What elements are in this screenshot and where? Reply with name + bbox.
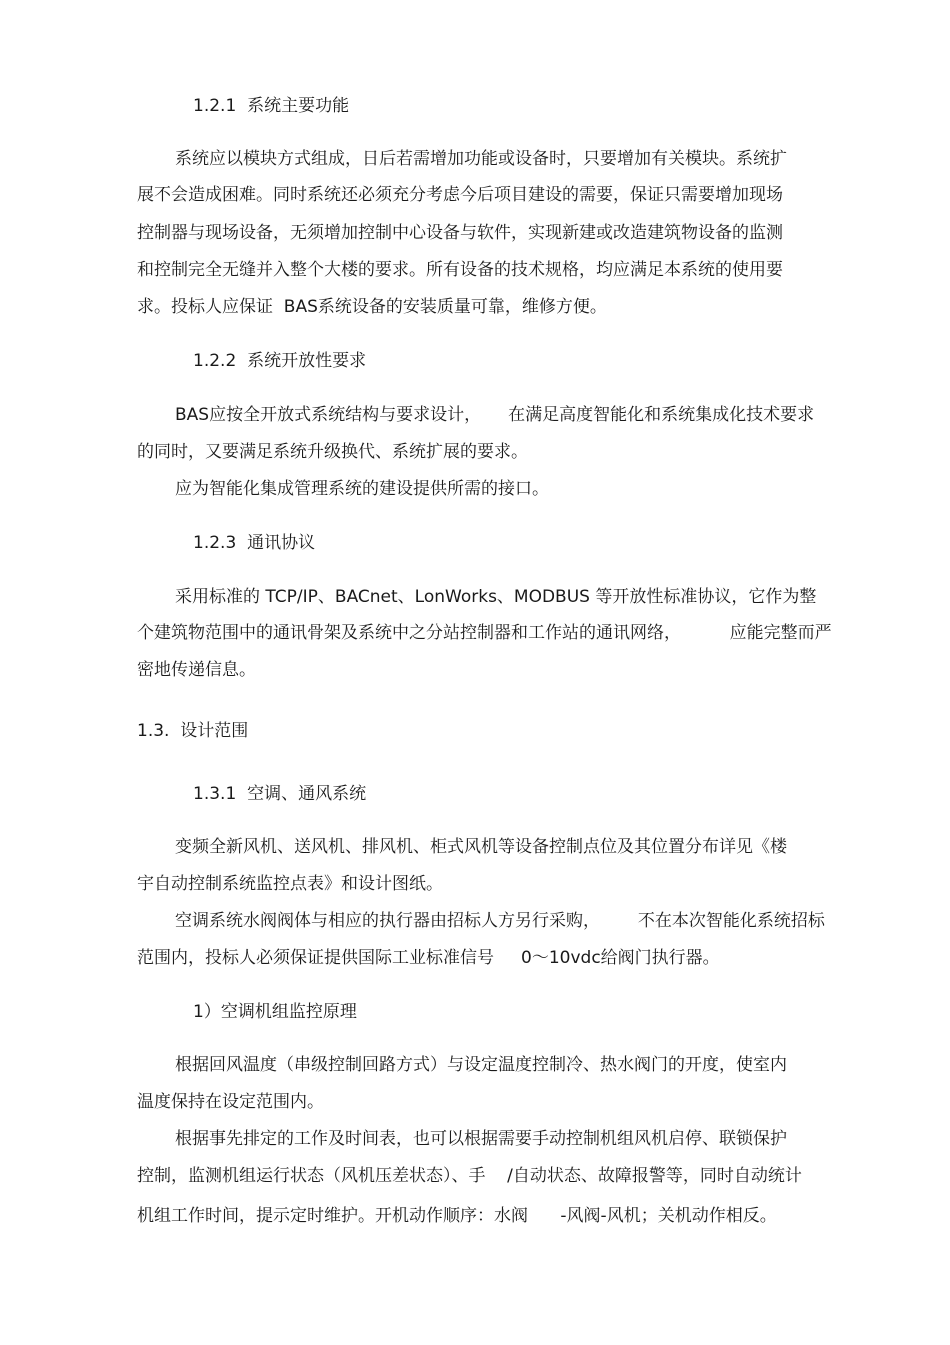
paragraph-line: 根据回风温度（串级控制回路方式）与设定温度控制冷、热水阀门的开度，使室内: [175, 1055, 787, 1075]
heading-aircon-unit-monitoring: 1）空调机组监控原理: [193, 1002, 357, 1022]
paragraph-line: 采用标准的 TCP/IP、BACnet、LonWorks、MODBUS 等开放性标准协议，它作为整: [175, 587, 817, 607]
paragraph-line: 展不会造成困难。同时系统还必须充分考虑今后项目建设的需要，保证只需要增加现场: [137, 185, 783, 205]
paragraph-line: 系统应以模块方式组成，日后若需增加功能或设备时，只要增加有关模块。系统扩: [175, 149, 787, 169]
paragraph-line: 机组工作时间，提示定时维护。开机动作顺序：水阀 -风阀-风机；关机动作相反。: [137, 1206, 777, 1226]
paragraph-line: 控制，监测机组运行状态（风机压差状态）、手 /自动状态、故障报警等，同时自动统计: [137, 1166, 802, 1186]
paragraph-line: 宇自动控制系统监控点表》和设计图纸。: [137, 874, 443, 894]
paragraph-line: 求。投标人应保证 BAS系统设备的安装质量可靠，维修方便。: [137, 297, 607, 317]
heading-1-2-3: 1.2.3 通讯协议: [193, 533, 316, 553]
paragraph-line: 和控制完全无缝并入整个大楼的要求。所有设备的技术规格，均应满足本系统的使用要: [137, 260, 783, 280]
heading-1-2-1: 1.2.1 系统主要功能: [193, 96, 350, 116]
paragraph-line: 控制器与现场设备，无须增加控制中心设备与软件，实现新建或改造建筑物设备的监测: [137, 223, 783, 243]
paragraph-line: 温度保持在设定范围内。: [137, 1092, 324, 1112]
paragraph-line: 根据事先排定的工作及时间表，也可以根据需要手动控制机组风机启停、联锁保护: [175, 1129, 787, 1149]
paragraph-line: 应为智能化集成管理系统的建设提供所需的接口。: [175, 479, 549, 499]
paragraph-line: BAS应按全开放式系统结构与要求设计， 在满足高度智能化和系统集成化技术要求: [175, 405, 815, 425]
heading-1-3: 1.3. 设计范围: [137, 721, 249, 741]
heading-1-2-2: 1.2.2 系统开放性要求: [193, 351, 367, 371]
paragraph-line: 空调系统水阀阀体与相应的执行器由招标人方另行采购， 不在本次智能化系统招标: [175, 911, 825, 931]
paragraph-line: 范围内，投标人必须保证提供国际工业标准信号 0～10vdc给阀门执行器。: [137, 948, 720, 968]
paragraph-line: 密地传递信息。: [137, 660, 256, 680]
paragraph-line: 个建筑物范围中的通讯骨架及系统中之分站控制器和工作站的通讯网络， 应能完整而严: [137, 623, 832, 643]
paragraph-line: 变频全新风机、送风机、排风机、柜式风机等设备控制点位及其位置分布详见《楼: [175, 837, 787, 857]
paragraph-line: 的同时，又要满足系统升级换代、系统扩展的要求。: [137, 442, 528, 462]
heading-1-3-1: 1.3.1 空调、通风系统: [193, 784, 367, 804]
